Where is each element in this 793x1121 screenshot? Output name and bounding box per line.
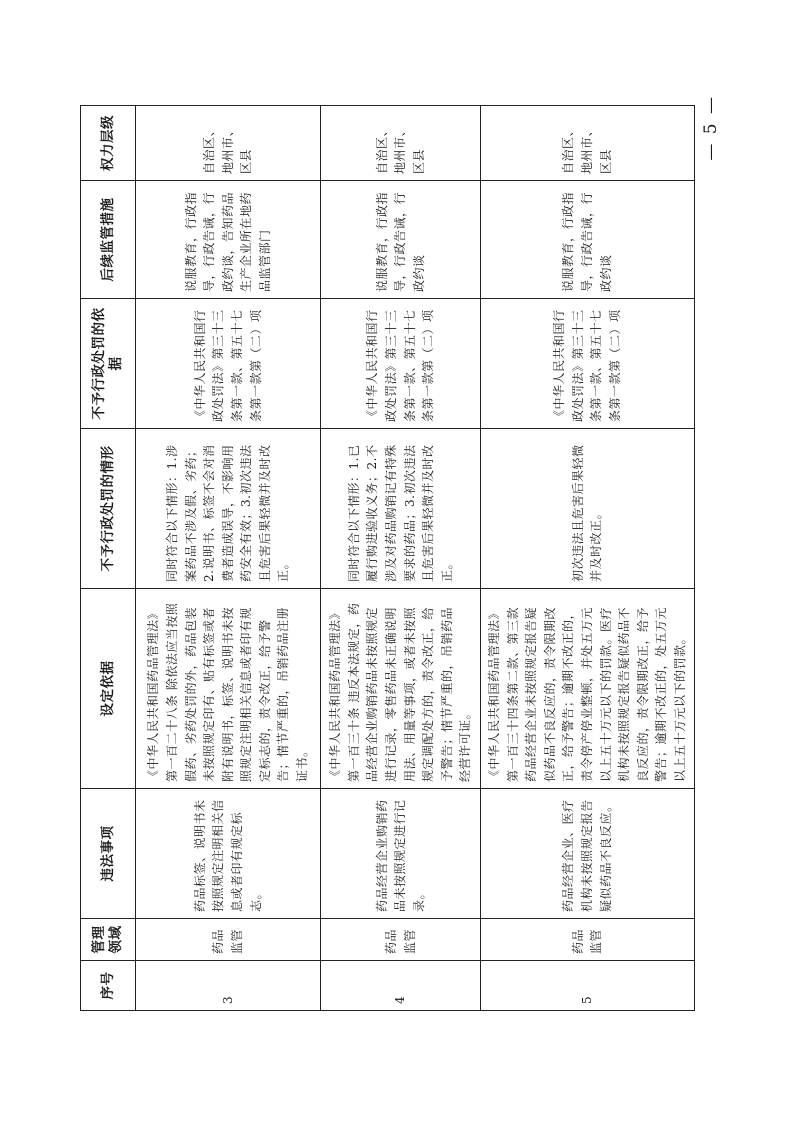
- row-exemption-basis: 《中华人民共和国行政处罚法》第三十三条第一款、第五十七条第一款第（二）项: [481, 299, 695, 429]
- header-level: 权力层级: [81, 106, 136, 181]
- row-measures: 说服教育，行政指导，行政告诫，行政约谈: [481, 181, 695, 299]
- header-circumstance: 不予行政处罚的情形: [81, 429, 136, 589]
- header-item: 违法事项: [81, 789, 136, 919]
- row-num: 3: [136, 961, 321, 1011]
- row-basis: 《中华人民共和国药品管理法》第一百二十八条 除依法应当按照假药、劣药处罚的外，药品包装未按照规定印有、贴有标签或者附有说明书，标签、说明书未按照规定注明相关信息或者印有规定标志的，责令改正，给予警告；情节严重的，吊销药品注册证书。: [136, 589, 321, 789]
- header-num: 序号: [81, 961, 136, 1011]
- row-item: 药品经营企业购销药品未按照规定进行记录。: [321, 789, 481, 919]
- page-number: — 5 —: [701, 95, 721, 161]
- row-measures: 说服教育，行政指导，行政告诫，行政约谈: [321, 181, 481, 299]
- header-row: [81, 106, 136, 1011]
- row-exemption-basis: 《中华人民共和国行政处罚法》第三十三条第一款、第五十七条第一款第（二）项: [136, 299, 321, 429]
- header-exemption-basis: 不予行政处罚的依据: [81, 299, 136, 429]
- row-circumstance: 同时符合以下情形：1.涉案药品不涉及假、劣药；2.说明书、标签不会对消费者造成误导，不影响用药安全有效；3.初次违法且危害后果轻微并及时改正。: [136, 429, 321, 589]
- row-num: 5: [481, 961, 695, 1011]
- header-basis: 设定依据: [81, 589, 136, 789]
- row-field: 药品监管: [321, 919, 481, 961]
- row-circumstance: 同时符合以下情形：1.已履行购进验收义务；2.不涉及对药品购销记有特殊要求的药品；3.初次违法且危害后果轻微并及时改正。: [321, 429, 481, 589]
- table-row: [136, 106, 321, 1011]
- row-item: 药品经营企业、医疗机构未按照规定报告疑似药品不良反应。: [481, 789, 695, 919]
- row-level: 自治区、地州市、区县: [481, 106, 695, 181]
- row-field: 药品监管: [136, 919, 321, 961]
- row-item: 药品标签、说明书未按照规定注明相关信息或者印有规定标志。: [136, 789, 321, 919]
- row-num: 4: [321, 961, 481, 1011]
- row-exemption-basis: 《中华人民共和国行政处罚法》第三十三条第一款、第五十七条第一款第（二）项: [321, 299, 481, 429]
- row-measures: 说服教育，行政指导，行政告诫，行政约谈，告知药品生产企业所在地药品监管部门: [136, 181, 321, 299]
- row-circumstance: 初次违法且危害后果轻微并及时改正。: [481, 429, 695, 589]
- table-row: [321, 106, 481, 1011]
- header-field: 管理领域: [81, 919, 136, 961]
- table-row: [481, 106, 695, 1011]
- row-basis: 《中华人民共和国药品管理法》第一百三十条 违反本法规定，药品经营企业购销药品未按照规定进行记录，零售药品未正确说明用法、用量等事项，或者未按照规定调配处方的，责令改正，给予警告；情节严重的，吊销药品经营许可证。: [321, 589, 481, 789]
- row-field: 药品监管: [481, 919, 695, 961]
- row-basis: 《中华人民共和国药品管理法》第一百三十四条第二款、第三款 药品经营企业未按照规定报告疑似药品不良反应的，责令限期改正，给予警告；逾期不改正的，责令停产停业整顿，并处五万元以上五十万元以下的罚款。医疗机构未按照规定报告疑似药品不良反应的，责令限期改正，给予警告；逾期不改正的，处五万元以上五十万元以下的罚款。: [481, 589, 695, 789]
- penalty-exemption-table: [80, 105, 695, 1011]
- row-level: 自治区、地州市、区县: [321, 106, 481, 181]
- row-level: 自治区、地州市、区县: [136, 106, 321, 181]
- header-measures: 后续监管措施: [81, 181, 136, 299]
